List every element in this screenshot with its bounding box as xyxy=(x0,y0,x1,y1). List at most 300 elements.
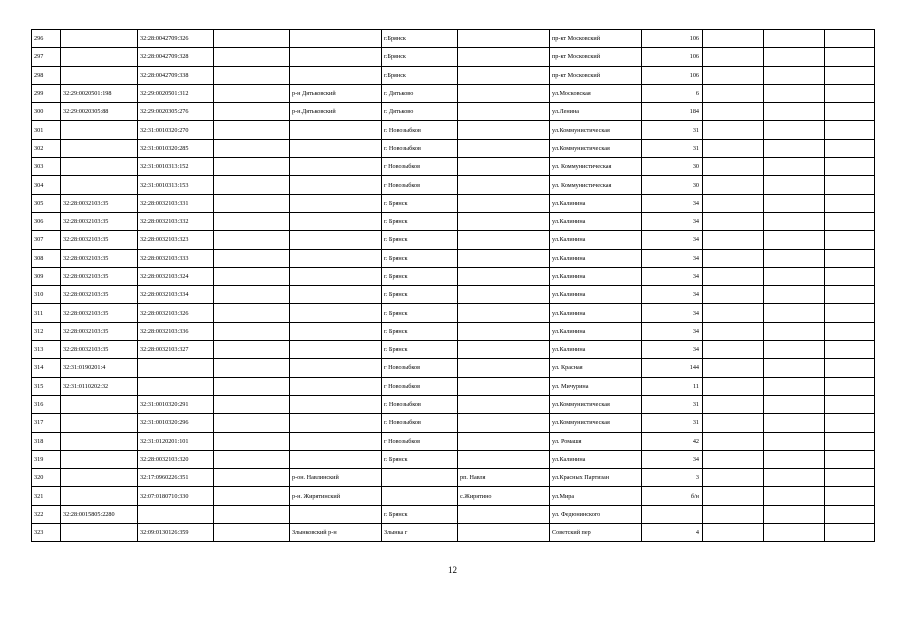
cell-house-number: 34 xyxy=(642,194,703,212)
cell-col-12 xyxy=(825,84,875,102)
cell-cadastral-parent: 32:28:0015805:2280 xyxy=(61,505,138,523)
cell-cadastral-parent xyxy=(61,395,138,413)
cell-district xyxy=(290,322,382,340)
cell-cadastral-parent xyxy=(61,48,138,66)
cell-settlement xyxy=(458,359,550,377)
cell-col-10 xyxy=(703,341,764,359)
table-row xyxy=(32,524,875,542)
cell-cadastral-parent xyxy=(61,158,138,176)
cell-cadastral-number: 32:28:0032103:324 xyxy=(138,267,214,285)
table-row xyxy=(32,450,875,468)
cell-row-number: 313 xyxy=(32,341,61,359)
cell-street: ул.Калинина xyxy=(550,322,642,340)
cell-cadastral-parent xyxy=(61,524,138,542)
cell-col-12 xyxy=(825,304,875,322)
cell-cadastral-number: 32:28:0032103:327 xyxy=(138,341,214,359)
cell-row-number: 323 xyxy=(32,524,61,542)
cell-col-11 xyxy=(764,487,825,505)
property-register-table xyxy=(31,29,875,542)
cell-city: г. Дятьково xyxy=(382,84,458,102)
cell-cadastral-number: 32:28:0042709:326 xyxy=(138,30,214,48)
cell-settlement xyxy=(458,450,550,468)
cell-col-11 xyxy=(764,432,825,450)
table-row xyxy=(32,286,875,304)
cell-street: ул.Калинина xyxy=(550,341,642,359)
cell-cadastral-number: 32:28:0032103:333 xyxy=(138,249,214,267)
cell-col-12 xyxy=(825,487,875,505)
table-row xyxy=(32,469,875,487)
cell-region xyxy=(214,432,290,450)
cell-city: г. Брянск xyxy=(382,322,458,340)
cell-house-number: 106 xyxy=(642,48,703,66)
cell-cadastral-number: 32:28:0032103:323 xyxy=(138,231,214,249)
cell-city xyxy=(382,469,458,487)
cell-row-number: 297 xyxy=(32,48,61,66)
cell-street: ул. Мичурина xyxy=(550,377,642,395)
cell-cadastral-parent: 32:28:0032103:35 xyxy=(61,249,138,267)
table-row xyxy=(32,84,875,102)
cell-district xyxy=(290,194,382,212)
cell-row-number: 308 xyxy=(32,249,61,267)
cell-settlement xyxy=(458,48,550,66)
cell-row-number: 298 xyxy=(32,66,61,84)
cell-col-10 xyxy=(703,304,764,322)
cell-house-number xyxy=(642,505,703,523)
cell-settlement xyxy=(458,505,550,523)
cell-house-number: 34 xyxy=(642,249,703,267)
cell-settlement xyxy=(458,212,550,230)
cell-col-11 xyxy=(764,48,825,66)
cell-region xyxy=(214,359,290,377)
cell-cadastral-number: 32:17:0960226:351 xyxy=(138,469,214,487)
cell-settlement xyxy=(458,341,550,359)
cell-street: ул.Московская xyxy=(550,84,642,102)
cell-house-number: 184 xyxy=(642,103,703,121)
cell-cadastral-number: 32:31:0010320:296 xyxy=(138,414,214,432)
cell-cadastral-number: 32:28:0032103:331 xyxy=(138,194,214,212)
cell-region xyxy=(214,414,290,432)
cell-house-number: 144 xyxy=(642,359,703,377)
table-row xyxy=(32,304,875,322)
table-row xyxy=(32,414,875,432)
cell-house-number: 34 xyxy=(642,450,703,468)
cell-cadastral-parent xyxy=(61,487,138,505)
cell-district xyxy=(290,176,382,194)
cell-col-11 xyxy=(764,377,825,395)
table-row xyxy=(32,103,875,121)
cell-region xyxy=(214,469,290,487)
cell-col-11 xyxy=(764,450,825,468)
table-row xyxy=(32,139,875,157)
cell-settlement xyxy=(458,84,550,102)
cell-street: ул. Коммунистическая xyxy=(550,176,642,194)
document-table-container xyxy=(31,29,874,542)
cell-city: г. Новозыбков xyxy=(382,395,458,413)
cell-cadastral-parent: 32:28:0032103:35 xyxy=(61,341,138,359)
cell-district xyxy=(290,341,382,359)
cell-col-10 xyxy=(703,139,764,157)
cell-house-number: 106 xyxy=(642,66,703,84)
cell-settlement xyxy=(458,30,550,48)
cell-cadastral-parent: 32:29:0020501:198 xyxy=(61,84,138,102)
cell-col-11 xyxy=(764,84,825,102)
cell-cadastral-parent: 32:28:0032103:35 xyxy=(61,267,138,285)
cell-city: г.Брянск xyxy=(382,66,458,84)
cell-street: ул.Калинина xyxy=(550,194,642,212)
table-row xyxy=(32,30,875,48)
cell-cadastral-parent: 32:28:0032103:35 xyxy=(61,286,138,304)
cell-region xyxy=(214,249,290,267)
cell-row-number: 299 xyxy=(32,84,61,102)
cell-col-11 xyxy=(764,121,825,139)
cell-district xyxy=(290,30,382,48)
cell-col-12 xyxy=(825,286,875,304)
cell-region xyxy=(214,341,290,359)
cell-city: г. Брянск xyxy=(382,341,458,359)
cell-col-11 xyxy=(764,524,825,542)
cell-cadastral-parent xyxy=(61,414,138,432)
cell-col-11 xyxy=(764,194,825,212)
page-number: 12 xyxy=(448,565,457,575)
cell-col-11 xyxy=(764,103,825,121)
cell-settlement xyxy=(458,414,550,432)
cell-cadastral-number: 32:31:0010320:291 xyxy=(138,395,214,413)
cell-cadastral-parent xyxy=(61,66,138,84)
cell-row-number: 322 xyxy=(32,505,61,523)
cell-col-11 xyxy=(764,212,825,230)
cell-col-11 xyxy=(764,231,825,249)
cell-house-number: 34 xyxy=(642,231,703,249)
cell-settlement xyxy=(458,66,550,84)
cell-region xyxy=(214,30,290,48)
cell-house-number: 31 xyxy=(642,414,703,432)
cell-region xyxy=(214,194,290,212)
cell-district: р-н.Дятьковский xyxy=(290,103,382,121)
cell-street: ул.Коммунистическая xyxy=(550,121,642,139)
cell-row-number: 316 xyxy=(32,395,61,413)
cell-col-12 xyxy=(825,249,875,267)
cell-city: г. Дятьково xyxy=(382,103,458,121)
cell-house-number: 11 xyxy=(642,377,703,395)
cell-cadastral-number: 32:31:0010313:153 xyxy=(138,176,214,194)
cell-district xyxy=(290,359,382,377)
cell-settlement: с.Жирятино xyxy=(458,487,550,505)
cell-col-12 xyxy=(825,231,875,249)
cell-settlement xyxy=(458,524,550,542)
cell-cadastral-number: 32:28:0042709:328 xyxy=(138,48,214,66)
cell-house-number: 30 xyxy=(642,158,703,176)
table-row xyxy=(32,359,875,377)
cell-cadastral-number xyxy=(138,505,214,523)
cell-city: г. Брянск xyxy=(382,286,458,304)
cell-col-11 xyxy=(764,30,825,48)
cell-region xyxy=(214,395,290,413)
cell-cadastral-number: 32:31:0120201:101 xyxy=(138,432,214,450)
cell-district xyxy=(290,377,382,395)
cell-district xyxy=(290,432,382,450)
cell-row-number: 321 xyxy=(32,487,61,505)
cell-cadastral-parent xyxy=(61,121,138,139)
cell-col-10 xyxy=(703,176,764,194)
cell-settlement: рп. Навля xyxy=(458,469,550,487)
cell-cadastral-number: 32:09:0130126:359 xyxy=(138,524,214,542)
cell-col-10 xyxy=(703,377,764,395)
cell-col-11 xyxy=(764,66,825,84)
cell-house-number: 3 xyxy=(642,469,703,487)
cell-district xyxy=(290,267,382,285)
cell-col-10 xyxy=(703,249,764,267)
cell-region xyxy=(214,450,290,468)
cell-house-number: 34 xyxy=(642,267,703,285)
cell-settlement xyxy=(458,377,550,395)
cell-district xyxy=(290,66,382,84)
table-row xyxy=(32,432,875,450)
cell-cadastral-number: 32:28:0032103:320 xyxy=(138,450,214,468)
cell-street: ул.Коммунистическая xyxy=(550,139,642,157)
cell-city: г Новозыбков xyxy=(382,432,458,450)
cell-settlement xyxy=(458,176,550,194)
cell-cadastral-parent: 32:31:0110202:32 xyxy=(61,377,138,395)
cell-cadastral-parent: 32:28:0032103:35 xyxy=(61,231,138,249)
cell-cadastral-number xyxy=(138,377,214,395)
cell-col-12 xyxy=(825,194,875,212)
cell-col-11 xyxy=(764,286,825,304)
cell-region xyxy=(214,322,290,340)
cell-street: пр-кт Московский xyxy=(550,30,642,48)
cell-col-10 xyxy=(703,414,764,432)
cell-row-number: 311 xyxy=(32,304,61,322)
cell-settlement xyxy=(458,267,550,285)
cell-col-11 xyxy=(764,267,825,285)
cell-row-number: 309 xyxy=(32,267,61,285)
cell-col-11 xyxy=(764,304,825,322)
cell-col-12 xyxy=(825,30,875,48)
cell-row-number: 303 xyxy=(32,158,61,176)
cell-house-number: 34 xyxy=(642,212,703,230)
table-body xyxy=(32,30,875,542)
cell-region xyxy=(214,212,290,230)
cell-col-10 xyxy=(703,487,764,505)
cell-col-12 xyxy=(825,359,875,377)
cell-cadastral-parent: 32:28:0032103:35 xyxy=(61,212,138,230)
cell-cadastral-number: 32:07:0180710:330 xyxy=(138,487,214,505)
cell-region xyxy=(214,267,290,285)
cell-col-11 xyxy=(764,158,825,176)
cell-col-10 xyxy=(703,121,764,139)
cell-col-11 xyxy=(764,414,825,432)
cell-col-12 xyxy=(825,139,875,157)
cell-region xyxy=(214,48,290,66)
cell-col-12 xyxy=(825,158,875,176)
cell-street: ул.Красных Партизан xyxy=(550,469,642,487)
cell-col-10 xyxy=(703,395,764,413)
cell-district xyxy=(290,249,382,267)
cell-row-number: 319 xyxy=(32,450,61,468)
cell-col-12 xyxy=(825,322,875,340)
cell-district xyxy=(290,139,382,157)
cell-house-number: 31 xyxy=(642,121,703,139)
cell-col-11 xyxy=(764,359,825,377)
cell-col-10 xyxy=(703,194,764,212)
cell-street: ул. Федюнинского xyxy=(550,505,642,523)
cell-col-10 xyxy=(703,84,764,102)
cell-house-number: 6 xyxy=(642,84,703,102)
cell-cadastral-number: 32:31:0010320:285 xyxy=(138,139,214,157)
cell-street: ул.Ленина xyxy=(550,103,642,121)
table-row xyxy=(32,395,875,413)
cell-settlement xyxy=(458,432,550,450)
cell-city: г.Брянск xyxy=(382,48,458,66)
cell-cadastral-number: 32:28:0032103:334 xyxy=(138,286,214,304)
cell-cadastral-number: 32:29:0020501:312 xyxy=(138,84,214,102)
table-row xyxy=(32,158,875,176)
cell-cadastral-number: 32:28:0032103:332 xyxy=(138,212,214,230)
cell-settlement xyxy=(458,194,550,212)
cell-col-10 xyxy=(703,30,764,48)
cell-col-11 xyxy=(764,395,825,413)
cell-region xyxy=(214,176,290,194)
cell-house-number: 4 xyxy=(642,524,703,542)
cell-cadastral-parent xyxy=(61,450,138,468)
cell-city: г.Брянск xyxy=(382,30,458,48)
table-row xyxy=(32,322,875,340)
cell-house-number: 106 xyxy=(642,30,703,48)
cell-row-number: 300 xyxy=(32,103,61,121)
cell-region xyxy=(214,524,290,542)
cell-city: Злынка г xyxy=(382,524,458,542)
cell-district: р-он. Навлинский xyxy=(290,469,382,487)
cell-house-number: 34 xyxy=(642,286,703,304)
cell-col-12 xyxy=(825,176,875,194)
cell-house-number: 34 xyxy=(642,341,703,359)
cell-street: пр-кт Московский xyxy=(550,48,642,66)
cell-col-10 xyxy=(703,524,764,542)
cell-city: г. Новозыбков xyxy=(382,139,458,157)
cell-cadastral-number xyxy=(138,359,214,377)
table-row xyxy=(32,212,875,230)
cell-house-number: 34 xyxy=(642,304,703,322)
cell-city: г. Брянск xyxy=(382,505,458,523)
table-row xyxy=(32,48,875,66)
cell-city: г Новозыбков xyxy=(382,176,458,194)
cell-city: г. Брянск xyxy=(382,267,458,285)
cell-col-10 xyxy=(703,231,764,249)
table-row xyxy=(32,231,875,249)
cell-region xyxy=(214,158,290,176)
cell-cadastral-parent xyxy=(61,432,138,450)
table-row xyxy=(32,249,875,267)
cell-cadastral-parent: 32:29:0020305:88 xyxy=(61,103,138,121)
cell-district: Злынковский р-н xyxy=(290,524,382,542)
cell-cadastral-number: 32:31:0010313:152 xyxy=(138,158,214,176)
cell-col-10 xyxy=(703,48,764,66)
cell-cadastral-parent: 32:31:0190201:4 xyxy=(61,359,138,377)
cell-region xyxy=(214,286,290,304)
cell-settlement xyxy=(458,121,550,139)
cell-col-10 xyxy=(703,158,764,176)
cell-street: ул.Мира xyxy=(550,487,642,505)
cell-street: ул.Коммунистическая xyxy=(550,395,642,413)
cell-street: пр-кт Московский xyxy=(550,66,642,84)
cell-col-10 xyxy=(703,267,764,285)
cell-house-number: 42 xyxy=(642,432,703,450)
cell-col-10 xyxy=(703,359,764,377)
cell-col-10 xyxy=(703,450,764,468)
cell-house-number: 31 xyxy=(642,395,703,413)
cell-cadastral-parent: 32:28:0032103:35 xyxy=(61,194,138,212)
cell-row-number: 296 xyxy=(32,30,61,48)
cell-col-12 xyxy=(825,103,875,121)
cell-district: р-н. Жирятинский xyxy=(290,487,382,505)
cell-col-10 xyxy=(703,322,764,340)
cell-col-10 xyxy=(703,469,764,487)
table-row xyxy=(32,487,875,505)
cell-row-number: 315 xyxy=(32,377,61,395)
cell-street: ул.Калинина xyxy=(550,304,642,322)
cell-region xyxy=(214,304,290,322)
cell-region xyxy=(214,84,290,102)
cell-col-12 xyxy=(825,48,875,66)
cell-district xyxy=(290,304,382,322)
cell-col-12 xyxy=(825,450,875,468)
cell-city: г Новозыбков xyxy=(382,158,458,176)
cell-col-10 xyxy=(703,286,764,304)
cell-col-10 xyxy=(703,66,764,84)
cell-col-10 xyxy=(703,505,764,523)
cell-district xyxy=(290,231,382,249)
cell-city: г Новозыбков xyxy=(382,359,458,377)
cell-settlement xyxy=(458,158,550,176)
cell-city: г. Новозыбков xyxy=(382,414,458,432)
cell-cadastral-parent xyxy=(61,30,138,48)
cell-region xyxy=(214,505,290,523)
cell-settlement xyxy=(458,304,550,322)
cell-row-number: 312 xyxy=(32,322,61,340)
cell-col-12 xyxy=(825,414,875,432)
cell-row-number: 304 xyxy=(32,176,61,194)
cell-col-11 xyxy=(764,249,825,267)
cell-col-12 xyxy=(825,432,875,450)
cell-district xyxy=(290,158,382,176)
cell-col-11 xyxy=(764,139,825,157)
cell-col-10 xyxy=(703,212,764,230)
cell-district xyxy=(290,212,382,230)
cell-col-12 xyxy=(825,505,875,523)
cell-district xyxy=(290,505,382,523)
table-row xyxy=(32,377,875,395)
cell-row-number: 314 xyxy=(32,359,61,377)
cell-cadastral-parent xyxy=(61,176,138,194)
cell-district xyxy=(290,414,382,432)
cell-district: р-н Дятьковский xyxy=(290,84,382,102)
cell-row-number: 305 xyxy=(32,194,61,212)
cell-district xyxy=(290,286,382,304)
cell-row-number: 317 xyxy=(32,414,61,432)
cell-region xyxy=(214,487,290,505)
cell-col-11 xyxy=(764,505,825,523)
cell-street: Советский пер xyxy=(550,524,642,542)
cell-street: ул.Калинина xyxy=(550,249,642,267)
cell-city: г. Брянск xyxy=(382,231,458,249)
cell-col-12 xyxy=(825,341,875,359)
cell-region xyxy=(214,231,290,249)
cell-col-12 xyxy=(825,524,875,542)
cell-settlement xyxy=(458,231,550,249)
cell-row-number: 307 xyxy=(32,231,61,249)
cell-region xyxy=(214,66,290,84)
cell-col-12 xyxy=(825,377,875,395)
cell-cadastral-parent: 32:28:0032103:35 xyxy=(61,304,138,322)
